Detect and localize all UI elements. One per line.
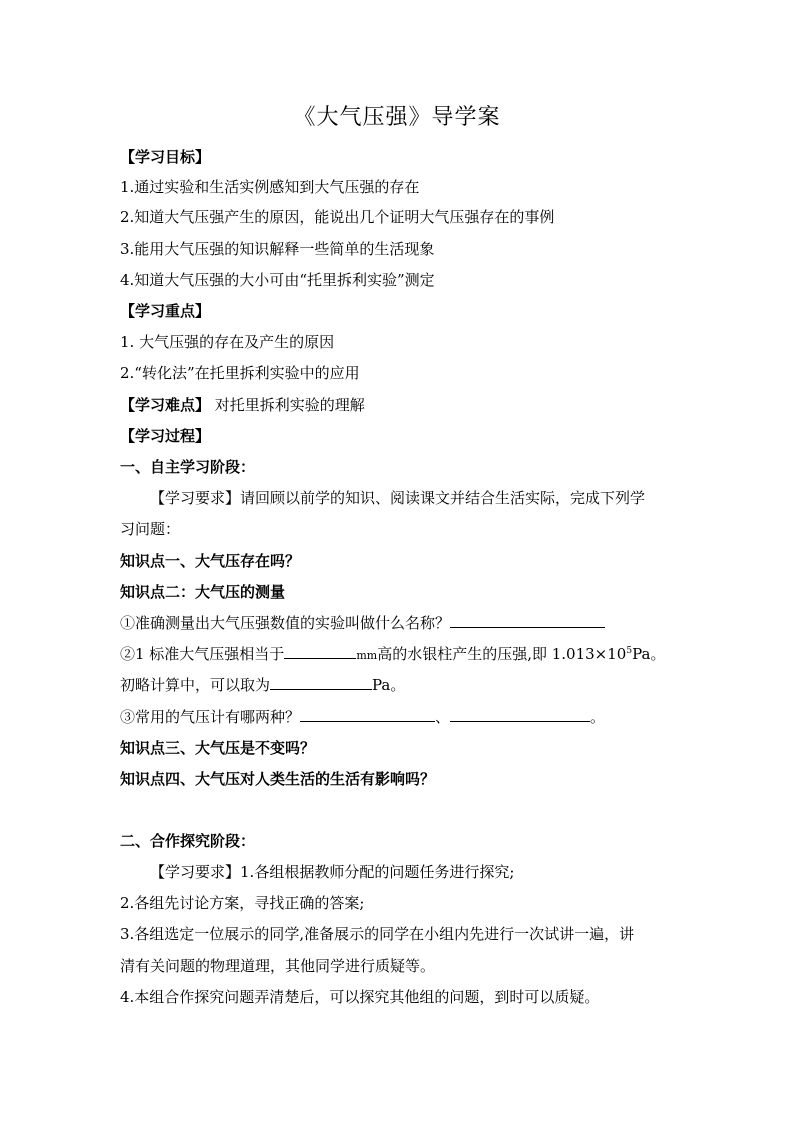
- key-point-item: 1. 大气压强的存在及产生的原因: [120, 333, 335, 351]
- goal-item: 3.能用大气压强的知识解释一些简单的生活现象: [120, 240, 435, 258]
- key-points-heading: 【学习重点】: [120, 302, 211, 320]
- stage1-heading: 一、自主学习阶段：: [120, 458, 256, 476]
- question-2: [120, 643, 690, 667]
- answer-blank[interactable]: [270, 675, 372, 690]
- stage1-req-label: 【学习要求】: [150, 489, 241, 507]
- question-1-text: ①准确测量出大气压强数值的实验叫做什么名称？: [120, 614, 451, 632]
- stage2-req-text: 1.各组根据教师分配的问题任务进行探究;: [240, 863, 515, 881]
- stage2-req-label: 【学习要求】: [150, 863, 241, 881]
- goal-item: 2.知道大气压强产生的原因，能说出几个证明大气压强存在的事例: [120, 208, 555, 226]
- key-point-item: 2.“转化法”在托里拆利实验中的应用: [120, 364, 360, 382]
- document-title: 《大气压强》导学案: [293, 105, 501, 130]
- stage1-requirement: [120, 487, 720, 509]
- knowledge-point-2: 知识点二：大气压的测量: [120, 583, 286, 601]
- difficulty-text: 对托里拆利实验的理解: [210, 396, 365, 414]
- question-3-text: ③常用的气压计有哪两种？: [120, 708, 301, 726]
- exponent: 5: [626, 646, 633, 656]
- question-1: [120, 612, 690, 634]
- stage2-heading: 二、合作探究阶段：: [120, 832, 256, 850]
- stage2-item: 3.各组选定一位展示的同学,准备展示的同学在小组内先进行一次试讲一遍，讲: [120, 925, 635, 943]
- unit-mm: mm: [356, 649, 378, 662]
- goal-item: 1.通过实验和生活实例感知到大气压强的存在: [120, 178, 420, 196]
- stage2-item: 2.各组先讨论方案，寻找正确的答案;: [120, 894, 365, 912]
- stage1-req-continued: 习问题：: [120, 520, 181, 538]
- answer-blank[interactable]: [300, 707, 435, 722]
- unit-pa: Pa。: [372, 676, 406, 694]
- stage1-req-text: 请回顾以前学的知识、阅读课文并结合生活实际，完成下列学: [240, 489, 646, 507]
- question-2-line2: [120, 674, 690, 696]
- difficulty-heading: 【学习难点】: [120, 396, 211, 414]
- process-heading: 【学习过程】: [120, 427, 211, 445]
- difficulty-line: [120, 394, 690, 416]
- question-3-end: 。: [590, 708, 606, 726]
- knowledge-point-4: 知识点四、大气压对人类生活的生活有影响吗？: [120, 770, 436, 788]
- answer-blank[interactable]: [450, 707, 590, 722]
- question-2-text-a: ②1 标准大气压强相当于: [120, 645, 285, 663]
- stage2-item: 清有关问题的物理道理，其他同学进行质疑等。: [120, 957, 436, 975]
- knowledge-point-3: 知识点三、大气压是不变吗？: [120, 739, 316, 757]
- goals-heading: 【学习目标】: [120, 148, 211, 166]
- goal-item: 4.知道大气压强的大小可由“托里拆利实验”测定: [120, 271, 435, 289]
- separator: 、: [435, 708, 451, 726]
- question-2-line2-text: 初略计算中，可以取为: [120, 676, 271, 694]
- answer-blank[interactable]: [284, 644, 356, 659]
- stage2-requirement: [120, 861, 720, 883]
- question-2-text-d: Pa。: [632, 645, 666, 663]
- stage2-item: 4.本组合作探究问题弄清楚后，可以探究其他组的问题，到时可以质疑。: [120, 988, 600, 1006]
- knowledge-point-1: 知识点一、大气压存在吗？: [120, 552, 301, 570]
- question-2-text-c: 高的水银柱产生的压强,即 1.013×10: [377, 645, 627, 663]
- answer-blank[interactable]: [450, 613, 605, 628]
- question-3: [120, 706, 690, 728]
